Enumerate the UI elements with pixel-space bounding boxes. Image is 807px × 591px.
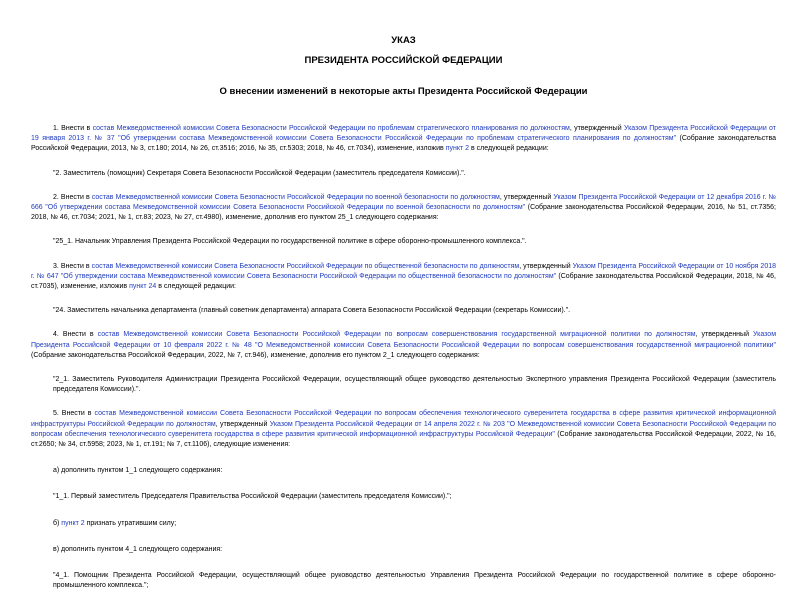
link-point[interactable]: пункт 24 [129,283,157,291]
quote-5: "1_1. Первый заместитель Председателя Правительства Российской Федерации (заместитель председателя Комиссии)."; [53,493,452,501]
link-commission-composition[interactable]: состав Межведомственной комиссии Совета Безопасности Российской Федерации по вопросам совершенствования государственной миграционной политики по должностям [97,331,696,339]
link-point[interactable]: пункт 2 [445,145,470,153]
paragraph-4 [31,330,776,361]
text: 4. Внести в [53,331,98,339]
text: (Собрание законодательства Российской Федерации, 2018, № 46, ст.7035), изменение, изложив [31,272,776,291]
text: 5. Внести в [53,410,95,418]
document-heading: О внесении изменений в некоторые акты Президента Российской Федерации [219,86,588,97]
paragraph-3 [31,262,776,293]
quote-6: "4_1. Помощник Президента Российской Федерации, осуществляющий общее руководство деятельностью Управления Президента Российской Федерации по государственной политике в сфере оборонно-промышленного комплекса."; [53,572,776,590]
text: в следующей редакции: [469,145,549,153]
text: в следующей редакции: [156,283,236,291]
subitem-v: в) дополнить пунктом 4_1 следующего содержания: [53,545,223,553]
document-subtitle: ПРЕЗИДЕНТА РОССИЙСКОЙ ФЕДЕРАЦИИ [304,55,503,66]
text: 3. Внести в [53,262,92,270]
document-title: УКАЗ [391,35,416,46]
quote-4: "2_1. Заместитель Руководителя Администрации Президента Российской Федерации, осуществляющий общее руководство деятельностью Экспертного управления Президента Российской Федерации (заместитель председателя Комиссии).". [53,376,776,394]
text: (Собрание законодательства Российской Федерации, 2016, № 51, ст.7356; 2018, № 46, ст.7034; 2021, № 1, ст.83; 2023, № 27, ст.4980), изменение, дополнив его пунктом 25_1 следующего содержания: [31,204,776,222]
link-decree[interactable]: Указом Президента Российской Федерации от 10 ноября 2018 г. № 647 "Об утверждении состава Межведомственной комиссии Совета Безопасности Российской Федерации по общественной безопасности по должностям" [31,262,777,280]
text: 2. Внести в [53,193,92,201]
text: (Собрание законодательства Российской Федерации, 2013, № 3, ст.180; 2014, № 26, ст.3516; 2016, № 35, ст.5303; 2018, № 46, ст.7034), изменение, изложив [31,135,776,153]
link-point[interactable]: пункт 2 [61,519,85,527]
paragraph-1 [31,124,776,155]
paragraph-2 [31,193,776,224]
quote-3: "24. Заместитель начальника департамента (главный советник департамента) аппарата Совета Безопасности Российской Федерации (секретарь Комиссии).". [53,307,571,315]
link-decree[interactable]: Указом Президента Российской Федерации от 10 февраля 2022 г. № 48 "О Межведомственной комиссии Совета Безопасности Российской Федерации по вопросам совершенствования государственной миграционной политики" [31,331,777,349]
link-decree[interactable]: Указом Президента Российской Федерации от 12 декабря 2016 г. № 666 "Об утверждении состава Межведомственной комиссии Совета Безопасности Российской Федерации по военной безопасности по должностям" [31,193,776,212]
quote-1: "2. Заместитель (помощник) Секретаря Совета Безопасности Российской Федерации (заместитель председателя Комиссии).". [53,169,466,177]
link-commission-composition[interactable]: состав Межведомственной комиссии Совета Безопасности Российской Федерации по вопросам обеспечения технологического суверенитета государства в сфере развития критической информационной инфраструктуры Российской Федерации по должностям [31,410,777,428]
text: , утвержденный [499,193,554,201]
subitem-b [31,519,776,529]
text: , утвержденный [695,331,754,339]
text: , утвержденный [569,125,624,132]
document-body [31,124,776,591]
text: , утвержденный [215,420,270,428]
quote-2: "25_1. Начальник Управления Президента Российской Федерации по государственной политике в сфере оборонно-промышленного комплекса.". [53,238,527,246]
text: признать утратившим силу; [84,519,177,527]
text: (Собрание законодательства Российской Федерации, 2022, № 16, ст.2650; № 34, ст.5958; 2023, № 1, ст.191; № 7, ст.1106), следующие изменения: [31,430,776,449]
link-commission-composition[interactable]: состав Межведомственной комиссии Совета Безопасности Российской Федерации по общественной безопасности по должностям [91,262,520,270]
subitem-a: а) дополнить пунктом 1_1 следующего содержания: [53,467,223,475]
link-decree[interactable]: Указом Президента Российской Федерации от 14 апреля 2022 г. № 203 "О Межведомственной комиссии Совета Безопасности Российской Федерации по вопросам обеспечения технологического суверенитета государства в сфере развития критической информационной инфраструктуры Российской Федерации" [31,420,776,438]
paragraph-5 [31,409,776,450]
link-commission-composition[interactable]: состав Межведомственной комиссии Совета Безопасности Российской Федерации по военной безопасности по должностям [91,193,500,201]
text: 1. Внести в [53,125,93,132]
text: , утвержденный [519,262,573,270]
link-commission-composition[interactable]: состав Межведомственной комиссии Совета Безопасности Российской Федерации по проблемам стратегического планирования по должностям [92,125,570,132]
text: б) [53,519,62,527]
link-decree[interactable]: Указом Президента Российской Федерации от 19 января 2013 г. № 37 "Об утверждении состава Межведомственной комиссии Совета Безопасности Российской Федерации по проблемам стратегического планирования по должностям" [31,125,776,143]
text: (Собрание законодательства Российской Федерации, 2022, № 7, ст.946), изменение, дополнив его пунктом 2_1 следующего содержания: [31,351,480,359]
